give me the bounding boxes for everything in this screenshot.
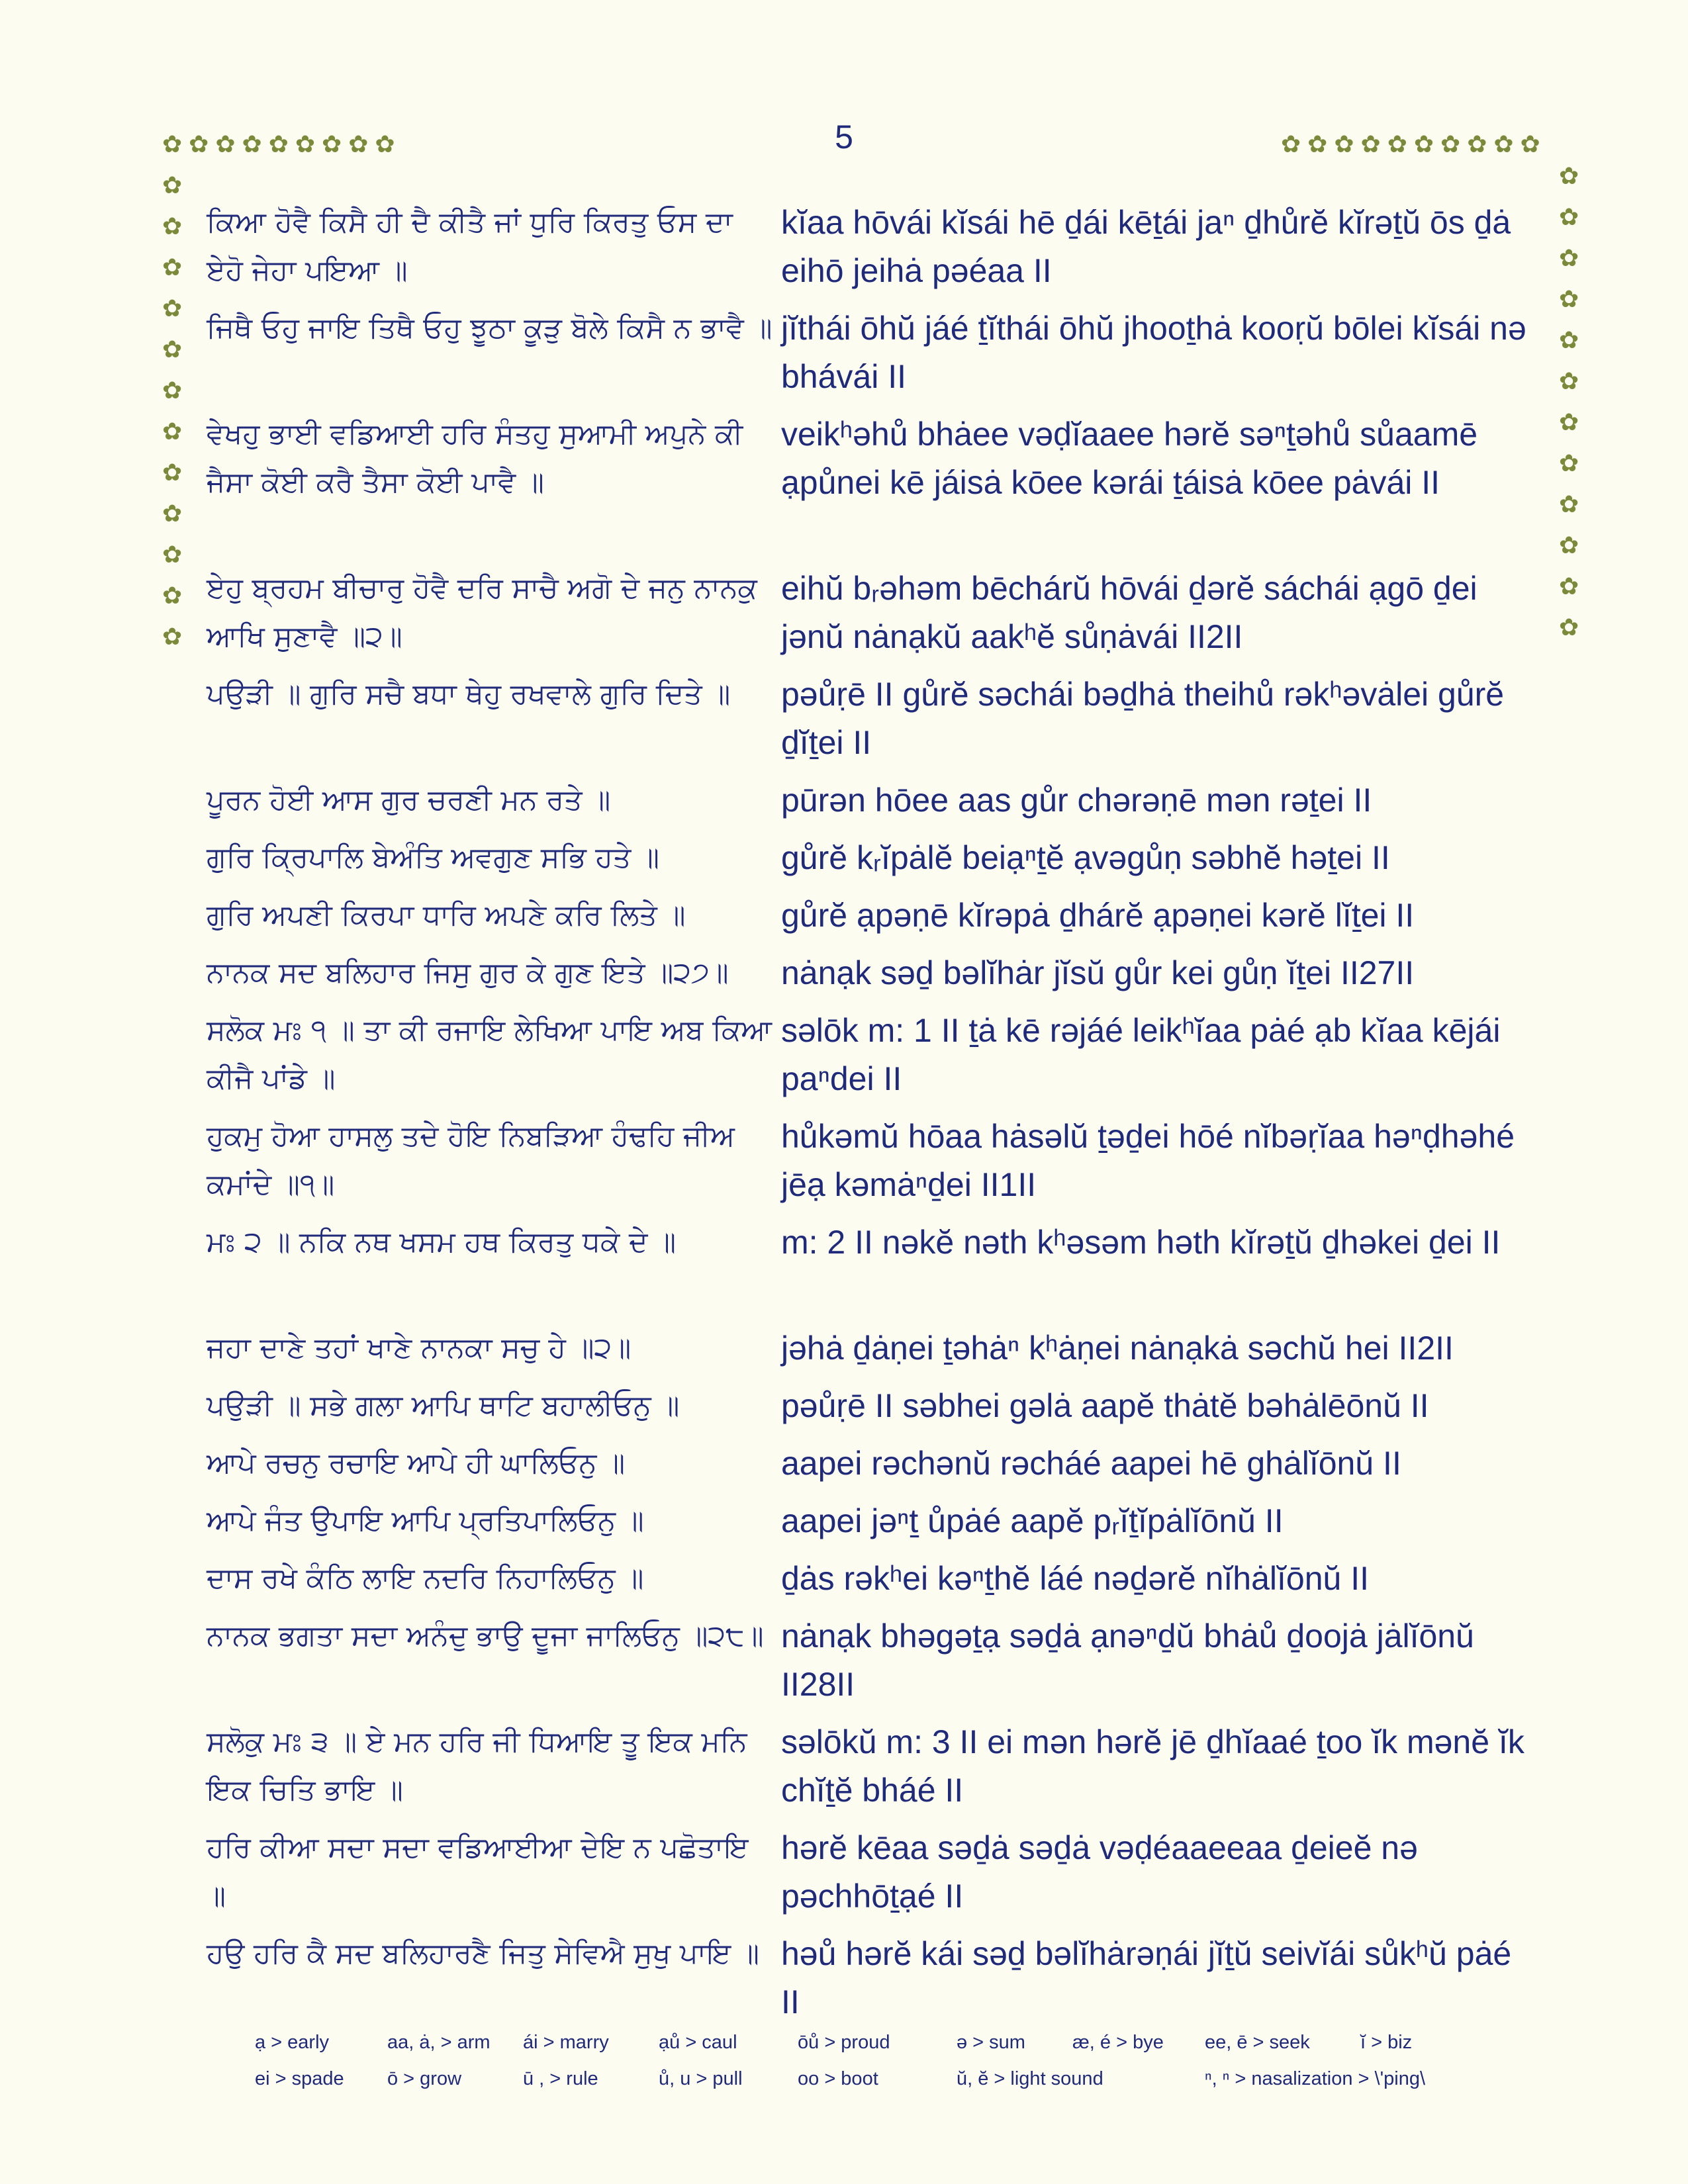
- verse: [207, 1218, 1530, 1315]
- flower-icon: ✿: [1559, 449, 1579, 477]
- transliteration-text: jəhȧ ḏȧṇei ṯəhȧⁿ kʰȧṇei nȧnạkȧ səchŭ hei II2II: [781, 1330, 1454, 1367]
- flower-border-top-left: [162, 132, 402, 156]
- verse: [207, 1007, 1530, 1103]
- transliteration-text: pəůṛē II gůrĕ səchái bəḏhȧ theihů rəkʰəvȧlei gůrĕ ḏĭṯei II: [781, 676, 1505, 761]
- transliteration-text: m: 2 II nəkĕ nəth kʰəsəm həth kĭrəṯŭ ḏhəkei ḏei II: [781, 1224, 1501, 1261]
- flower-icon: ✿: [162, 336, 183, 363]
- transliteration-text: səlōk m: 1 II ṯȧ kē rəjáé leikʰĭaa pȧé ạb kĭaa kējái paⁿdei II: [781, 1012, 1501, 1097]
- legend-item: ei > spade: [255, 2068, 344, 2089]
- transliteration-text: səlōkŭ m: 3 II ei mən hərĕ jē ḏhĭaaé ṯoo ĭk mənĕ ĭk chĭṯĕ bháé II: [781, 1723, 1524, 1809]
- flower-icon: ✿: [1559, 244, 1579, 271]
- gurmukhi-text: ਜਹਾ ਦਾਣੇ ਤਹਾਂ ਖਾਣੇ ਨਾਨਕਾ ਸਚੁ ਹੇ ॥੨॥: [207, 1332, 632, 1365]
- flower-icon: ✿: [322, 130, 342, 158]
- verse: [207, 1612, 1530, 1709]
- transliteration-text: jĭthái ōhŭ jáé ṯĭthái ōhŭ jhooṯhȧ kooṛŭ bōlei kĭsái nə bhávái II: [781, 310, 1526, 395]
- flower-icon: ✿: [162, 171, 183, 199]
- gurmukhi-text: ਗੁਰਿ ਕ੍ਰਿਪਾਲਿ ਬੇਅੰਤਿ ਅਵਗੁਣ ਸਭਿ ਹਤੇ ॥: [207, 841, 659, 874]
- gurmukhi-text: ਹੁਕਮੁ ਹੋਆ ਹਾਸਲੁ ਤਦੇ ਹੋਇ ਨਿਬੜਿਆ ਹੰਢਹਿ ਜੀਅ ਕਮਾਂਦੇ ॥੧॥: [207, 1120, 735, 1201]
- verse: [207, 670, 1530, 767]
- flower-icon: ✿: [1559, 367, 1579, 394]
- gurmukhi-text: ਵੇਖਹੁ ਭਾਈ ਵਡਿਆਈ ਹਰਿ ਸੰਤਹੁ ਸੁਆਮੀ ਅਪੁਨੇ ਕੀ ਜੈਸਾ ਕੋਈ ਕਰੈ ਤੈਸਾ ਕੋਈ ਪਾਵੈ ॥: [207, 418, 743, 499]
- legend-item: ⁿ, ⁿ > nasalization > \'ping\: [1205, 2068, 1426, 2089]
- flower-icon: ✿: [1559, 285, 1579, 312]
- flower-icon: ✿: [189, 130, 209, 158]
- flower-icon: ✿: [1281, 130, 1301, 158]
- flower-icon: ✿: [268, 130, 289, 158]
- flower-icon: ✿: [162, 623, 183, 650]
- gurmukhi-text: ਪਉੜੀ ॥ ਸਭੇ ਗਲਾ ਆਪਿ ਥਾਟਿ ਬਹਾਲੀਓਨੁ ॥: [207, 1389, 680, 1422]
- flower-border-left: [162, 173, 189, 666]
- legend-item: ạ > early: [255, 2032, 330, 2053]
- flower-icon: ✿: [295, 130, 316, 158]
- transliteration-text: gůrĕ ạpəṇē kĭrəpȧ ḏhárĕ ạpəṇei kərĕ lĭṯei II: [781, 897, 1415, 934]
- flower-border-right: [1559, 164, 1585, 657]
- transliteration-text: ḏȧs rəkʰei kəⁿṯhĕ láé nəḏərĕ nĭhȧlĭōnŭ II: [781, 1560, 1369, 1597]
- verse: [207, 410, 1530, 555]
- transliteration-text: həů hərĕ kái səḏ bəlĭhȧrəṇái jĭṯŭ seivĭái sůkʰŭ pȧé II: [781, 1935, 1512, 2021]
- flower-icon: ✿: [162, 295, 183, 322]
- gurmukhi-text: ਆਪੇ ਰਚਨੁ ਰਚਾਇ ਆਪੇ ਹੀ ਘਾਲਿਓਨੁ ॥: [207, 1447, 626, 1480]
- flower-icon: ✿: [1493, 130, 1514, 158]
- transliteration-text: hůkəmŭ hōaa hȧsəlŭ ṯəḏei hōé nĭbəṛĭaa həⁿḍhəhé jēạ kəmȧⁿḏei II1II: [781, 1118, 1515, 1203]
- flower-icon: ✿: [1559, 614, 1579, 641]
- flower-icon: ✿: [1387, 130, 1407, 158]
- legend-row: [255, 2068, 1513, 2090]
- verse-list: [207, 199, 1530, 2036]
- flower-icon: ✿: [1559, 531, 1579, 559]
- gurmukhi-text: ਸਲੋਕ ਮਃ ੧ ॥ ਤਾ ਕੀ ਰਜਾਇ ਲੇਖਿਆ ਪਾਇ ਅਬ ਕਿਆ ਕੀਜੈ ਪਾਂਡੇ ॥: [207, 1014, 773, 1095]
- flower-icon: ✿: [1559, 162, 1579, 189]
- gurmukhi-text: ਹਉ ਹਰਿ ਕੈ ਸਦ ਬਲਿਹਾਰਣੈ ਜਿਤੁ ਸੇਵਿਐ ਸੁਖੁ ਪਾਇ ॥: [207, 1937, 759, 1970]
- legend-item: æ, é > bye: [1072, 2032, 1164, 2053]
- flower-icon: ✿: [348, 130, 369, 158]
- transliteration-text: aapei rəchənŭ rəcháé aapei hē ghȧlĭōnŭ II: [781, 1445, 1401, 1482]
- flower-icon: ✿: [1307, 130, 1328, 158]
- gurmukhi-text: ਨਾਨਕ ਭਗਤਾ ਸਦਾ ਅਨੰਦੁ ਭਾਉ ਦੂਜਾ ਜਾਲਿਓਨੁ ॥੨੮॥: [207, 1619, 764, 1653]
- legend-item: ōů > proud: [798, 2032, 890, 2053]
- flower-icon: ✿: [1413, 130, 1434, 158]
- gurmukhi-text: ਨਾਨਕ ਸਦ ਬਲਿਹਾਰ ਜਿਸੁ ਗੁਰ ਕੇ ਗੁਣ ਇਤੇ ॥੨੭॥: [207, 956, 729, 989]
- legend-row: [255, 2032, 1513, 2054]
- gurmukhi-text: ਸਲੋਕੁ ਮਃ ੩ ॥ ਏ ਮਨ ਹਰਿ ਜੀ ਧਿਆਇ ਤੂ ਇਕ ਮਨਿ ਇਕ ਚਿਤਿ ਭਾਇ ॥: [207, 1725, 747, 1807]
- transliteration-text: nȧnạk səḏ bəlĭhȧr jĭsŭ gůr kei gůṇ ĭṯei II27II: [781, 954, 1415, 991]
- gurmukhi-text: ਦਾਸ ਰਖੇ ਕੰਠਿ ਲਾਇ ਨਦਰਿ ਨਿਹਾਲਿਓਨੁ ॥: [207, 1562, 644, 1595]
- verse: [207, 1930, 1530, 2026]
- gurmukhi-text: ਮਃ ੨ ॥ ਨਕਿ ਨਥ ਖਸਮ ਹਥ ਕਿਰਤੁ ਧਕੇ ਦੇ ॥: [207, 1226, 677, 1259]
- pronunciation-legend: [255, 2032, 1513, 2105]
- flower-icon: ✿: [1559, 326, 1579, 353]
- flower-icon: ✿: [1360, 130, 1381, 158]
- flower-icon: ✿: [162, 212, 183, 240]
- gurmukhi-text: ਜਿਥੈ ਓਹੁ ਜਾਇ ਤਿਥੈ ਓਹੁ ਝੂਠਾ ਕੂੜੁ ਬੋਲੇ ਕਿਸੈ ਨ ਭਾਵੈ ॥: [207, 312, 773, 345]
- flower-icon: ✿: [1520, 130, 1540, 158]
- verse: [207, 1324, 1530, 1373]
- flower-icon: ✿: [162, 582, 183, 609]
- transliteration-text: gůrĕ kᵣĭpȧlĕ beiạⁿṯĕ ạvəgůṇ səbhĕ həṯei II: [781, 839, 1390, 876]
- legend-item: ō > grow: [387, 2068, 462, 2089]
- flower-icon: ✿: [1559, 572, 1579, 600]
- gurmukhi-text: ਹਰਿ ਕੀਆ ਸਦਾ ਸਦਾ ਵਡਿਆਈਆ ਦੇਇ ਨ ਪਛੋਤਾਇ ॥: [207, 1831, 749, 1913]
- page-number: 5: [835, 118, 853, 156]
- transliteration-text: eihŭ bᵣəhəm bēchárŭ hōvái ḏərĕ sáchái ạgō ḏei jənŭ nȧnạkŭ aakʰĕ sůṇȧvái II2II: [781, 570, 1477, 655]
- gurmukhi-text: ਪਉੜੀ ॥ ਗੁਰਿ ਸਚੈ ਬਧਾ ਥੇਹੁ ਰਖਵਾਲੇ ਗੁਰਿ ਦਿਤੇ ॥: [207, 678, 731, 711]
- verse: [207, 1439, 1530, 1488]
- transliteration-text: nȧnạk bhəgəṯạ səḏȧ ạnəⁿḏŭ bhȧů ḏoojȧ jȧlĭōnŭ II28II: [781, 1617, 1474, 1703]
- flower-icon: ✿: [162, 130, 183, 158]
- verse: [207, 1824, 1530, 1921]
- transliteration-text: hərĕ kēaa səḏȧ səḏȧ vəḍéaaeeaa ḏeieĕ nə pəchhōṯạé II: [781, 1829, 1418, 1915]
- gurmukhi-text: ਪੂਰਨ ਹੋਈ ਆਸ ਗੁਰ ਚਰਣੀ ਮਨ ਰਤੇ ॥: [207, 784, 611, 817]
- transliteration-text: kĭaa hōvái kĭsái hē ḏái kēṯái jaⁿ ḏhůrĕ kĭrəṯŭ ōs ḏȧ eihō jeihȧ pəéaa II: [781, 204, 1511, 289]
- verse: [207, 304, 1530, 401]
- flower-icon: ✿: [162, 377, 183, 404]
- verse: [207, 1718, 1530, 1815]
- flower-icon: ✿: [162, 418, 183, 445]
- legend-item: ee, ē > seek: [1205, 2032, 1310, 2053]
- verse: [207, 1382, 1530, 1430]
- verse: [207, 776, 1530, 825]
- flower-icon: ✿: [162, 253, 183, 281]
- legend-item: ái > marry: [523, 2032, 609, 2053]
- verse: [207, 949, 1530, 997]
- transliteration-text: aapei jəⁿṯ ůpȧé aapĕ pᵣĭṯĭpȧlĭōnŭ II: [781, 1502, 1284, 1539]
- legend-item: oo > boot: [798, 2068, 878, 2089]
- gurmukhi-text: ਗੁਰਿ ਅਪਣੀ ਕਿਰਪਾ ਧਾਰਿ ਅਪਣੇ ਕਰਿ ਲਿਤੇ ॥: [207, 899, 686, 932]
- flower-icon: ✿: [1440, 130, 1461, 158]
- flower-icon: ✿: [375, 130, 395, 158]
- legend-item: ĭ > biz: [1360, 2032, 1413, 2053]
- flower-icon: ✿: [1559, 203, 1579, 230]
- legend-item: ə > sum: [957, 2032, 1025, 2053]
- flower-icon: ✿: [1467, 130, 1487, 158]
- legend-item: aa, ȧ, > arm: [387, 2032, 491, 2053]
- verse: [207, 1555, 1530, 1603]
- legend-item: ů, u > pull: [659, 2068, 743, 2089]
- legend-item: ạů > caul: [659, 2032, 737, 2053]
- flower-border-top-right: [1281, 132, 1547, 156]
- flower-icon: ✿: [162, 541, 183, 568]
- flower-icon: ✿: [242, 130, 262, 158]
- gurmukhi-text: ਏਹੁ ਬ੍ਰਹਮ ਬੀਚਾਰੁ ਹੋਵੈ ਦਰਿ ਸਾਚੈ ਅਗੋ ਦੇ ਜਨੁ ਨਾਨਕੁ ਆਖਿ ਸੁਣਾਵੈ ॥੨॥: [207, 572, 757, 653]
- gurmukhi-text: ਕਿਆ ਹੋਵੈ ਕਿਸੈ ਹੀ ਦੈ ਕੀਤੈ ਜਾਂ ਧੁਰਿ ਕਿਰਤੁ ਓਸ ਦਾ ਏਹੋ ਜੇਹਾ ਪਇਆ ॥: [207, 206, 733, 287]
- verse: [207, 565, 1530, 661]
- transliteration-text: pūrən hōee aas gůr chərəṇē mən rəṯei II: [781, 782, 1372, 819]
- transliteration-text: veikʰəhů bhȧee vəḍĭaaee hərĕ səⁿṯəhů sůaamē ạpůnei kē jáisȧ kōee kərái ṯáisȧ kōee pȧvái II: [781, 416, 1478, 501]
- flower-icon: ✿: [162, 459, 183, 486]
- gurmukhi-text: ਆਪੇ ਜੰਤ ਉਪਾਇ ਆਪਿ ਪ੍ਰਤਿਪਾਲਿਓਨੁ ॥: [207, 1504, 644, 1537]
- legend-item: ū , > rule: [523, 2068, 598, 2089]
- legend-item: ŭ, ĕ > light sound: [957, 2068, 1103, 2089]
- verse: [207, 834, 1530, 882]
- flower-icon: ✿: [162, 500, 183, 527]
- verse: [207, 1113, 1530, 1209]
- flower-icon: ✿: [1559, 408, 1579, 435]
- transliteration-text: pəůṛē II səbhei gəlȧ aapĕ thȧtĕ bəhȧlēōnŭ II: [781, 1387, 1429, 1424]
- verse: [207, 891, 1530, 940]
- flower-icon: ✿: [1334, 130, 1354, 158]
- verse: [207, 199, 1530, 295]
- flower-icon: ✿: [1559, 490, 1579, 518]
- flower-icon: ✿: [215, 130, 236, 158]
- verse: [207, 1497, 1530, 1545]
